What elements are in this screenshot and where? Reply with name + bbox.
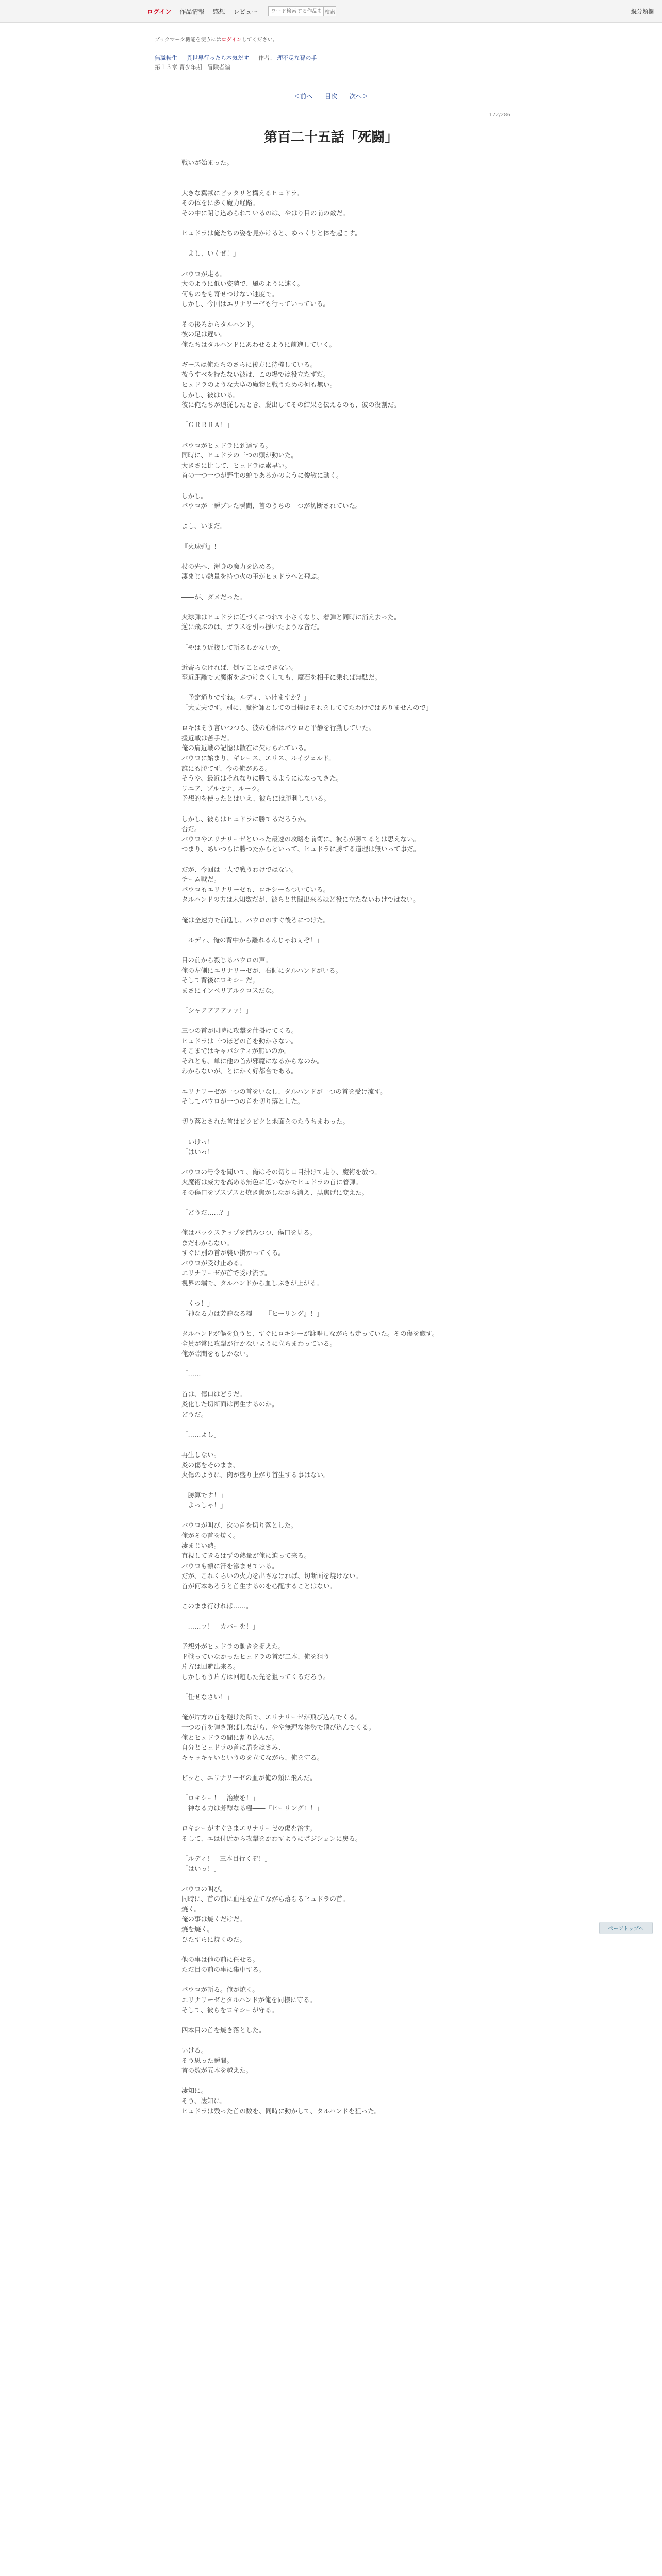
body-paragraph bbox=[181, 1197, 491, 1208]
body-paragraph bbox=[181, 1783, 491, 1793]
body-paragraph bbox=[181, 925, 491, 935]
body-paragraph: 大きな翼獣にピッタリと構えるヒュドラ。 bbox=[181, 189, 304, 197]
vertical-layout-toggle[interactable]: 縦分類欄 bbox=[631, 8, 654, 15]
body-paragraph: エリナリーゼとタルハンドが俺を同様に守る。 bbox=[181, 1996, 317, 2004]
next-link[interactable]: 次へ＞ bbox=[349, 93, 368, 100]
novel-body bbox=[181, 158, 491, 2116]
body-paragraph bbox=[181, 349, 491, 360]
body-paragraph: 「ルディ、俺の背中から離れるんじゃねぇぞ！」 bbox=[181, 936, 323, 944]
body-paragraph: 「予定通りですね。ルディ、いけますか？」 bbox=[181, 693, 310, 702]
body-paragraph: よし、いまだ。 bbox=[181, 522, 227, 530]
body-paragraph: 否だ。 bbox=[181, 825, 201, 833]
body-paragraph: 「勝算です！」 bbox=[181, 1491, 227, 1499]
body-paragraph: タルハンドの力は未知数だが、彼らと共闘出来るほど役に立たないわけではない。 bbox=[181, 895, 420, 904]
series-title-link[interactable]: 無職転生 － 異世界行ったら本気だす － bbox=[155, 55, 257, 61]
body-paragraph bbox=[181, 1015, 491, 1026]
nav-item-work-info[interactable]: 作品情報 bbox=[179, 8, 205, 15]
body-paragraph: ひたすらに焼くのだ。 bbox=[181, 1935, 246, 1943]
body-paragraph: そして、エは付近から攻撃をかわすようにポジションに戻る。 bbox=[181, 1834, 362, 1842]
body-paragraph: 凄知に。 bbox=[181, 2087, 208, 2095]
body-paragraph: 「神なる力は芳醇なる糧――『ヒーリング』！」 bbox=[181, 1804, 323, 1812]
body-paragraph: 焼く。 bbox=[181, 1905, 201, 1913]
author-link[interactable]: 理不尽な孫の手 bbox=[277, 55, 317, 61]
body-paragraph: すぐに別の首が襲い掛かってくる。 bbox=[181, 1249, 285, 1257]
body-paragraph bbox=[181, 481, 491, 491]
series-line-1 bbox=[155, 54, 317, 63]
body-paragraph: 彼に俺たちが追従したとき、脱出してその結果を伝えるのも、彼の役割だ。 bbox=[181, 401, 401, 409]
body-paragraph: 誰にも勝てず、今の俺がある。 bbox=[181, 764, 272, 772]
body-paragraph: パウロがヒュドラに到達する。 bbox=[181, 441, 272, 449]
body-paragraph: そう、凄知に。 bbox=[181, 2097, 227, 2105]
body-paragraph: 「いけっ！」 bbox=[181, 1138, 221, 1146]
body-paragraph: そうや、最近はそれなりに勝てるようにはなってきた。 bbox=[181, 774, 343, 783]
body-paragraph: 『火球弾』！ bbox=[181, 542, 221, 550]
body-paragraph: ヒュドラのような大型の魔物と戦うための何も無い。 bbox=[181, 381, 337, 389]
body-paragraph: 「よっしゃ！」 bbox=[181, 1501, 227, 1509]
body-paragraph bbox=[181, 239, 491, 249]
body-paragraph: 凄まじい熱。 bbox=[181, 1541, 221, 1550]
body-paragraph: その体をに多く魔力経路。 bbox=[181, 199, 259, 207]
body-paragraph bbox=[181, 1439, 491, 1450]
body-paragraph bbox=[181, 1511, 491, 1521]
prev-link[interactable]: ＜前へ bbox=[294, 93, 313, 100]
body-paragraph: 片方は回避出来る。 bbox=[181, 1663, 240, 1671]
body-paragraph: 首が何本あろうと首生するのを心配することはない。 bbox=[181, 1582, 337, 1590]
top-nav bbox=[147, 6, 336, 16]
body-paragraph: エリナリーゼが首で受け流す。 bbox=[181, 1269, 271, 1277]
chapter-subtitle: 青少年期 冒険者編 bbox=[179, 64, 230, 71]
body-paragraph: その傷口をブスブスと焼き焦がしながら消え、黒焦げに変えた。 bbox=[181, 1188, 369, 1196]
body-paragraph: しかし、彼はいる。 bbox=[181, 391, 240, 399]
body-paragraph: そして、彼らをロキシーが守る。 bbox=[181, 2006, 278, 2014]
body-paragraph: 俺は全速力で前進し、パウロのすぐ後ろにつけた。 bbox=[181, 916, 330, 924]
body-paragraph bbox=[181, 511, 491, 521]
body-paragraph: 「ルディ！ 三本目行くぞ！」 bbox=[181, 1854, 272, 1862]
body-paragraph: ピッと、エリナリーゼの血が俺の頬に飛んだ。 bbox=[181, 1774, 317, 1782]
page-top-button[interactable]: ページトップへ bbox=[599, 1922, 653, 1934]
top-navigation-bar bbox=[0, 0, 662, 23]
body-paragraph: 「……よし」 bbox=[181, 1430, 221, 1438]
notice-login-link[interactable]: ログイン bbox=[221, 37, 242, 43]
body-paragraph bbox=[181, 1843, 491, 1854]
body-paragraph bbox=[181, 652, 491, 663]
body-paragraph bbox=[181, 602, 491, 612]
body-paragraph bbox=[181, 1107, 491, 1117]
body-paragraph: 俺が片方の首を避けた所で、エリナリーゼが飛び込んでくる。 bbox=[181, 1713, 362, 1721]
episode-counter: 172/286 bbox=[489, 112, 510, 118]
body-paragraph: だが、これくらいの火力を出さなければ、切断面を焼けない。 bbox=[181, 1572, 362, 1580]
body-paragraph: 逆に飛ぶのは、ガラスを引っ掻いたような音だ。 bbox=[181, 623, 323, 631]
body-paragraph: 俺がその首を焼く。 bbox=[181, 1531, 240, 1539]
search-input[interactable] bbox=[268, 6, 324, 16]
body-paragraph: 一つの首を弾き飛ばしながら、やや無理な体勢で飛び込んでくる。 bbox=[181, 1723, 375, 1732]
body-paragraph: 炎化した切断面は再生するのか。 bbox=[181, 1400, 278, 1409]
body-paragraph: それとも、単に他の首が邪魔になるからなのか。 bbox=[181, 1057, 324, 1065]
body-paragraph: 何ものをも寄せつけない速度で。 bbox=[181, 290, 278, 298]
body-paragraph bbox=[181, 683, 491, 693]
body-paragraph: ギースは俺たちのさらに後方に待機している。 bbox=[181, 360, 317, 368]
body-paragraph bbox=[181, 531, 491, 541]
body-paragraph bbox=[181, 1682, 491, 1692]
nav-item-impressions[interactable]: 感想 bbox=[212, 8, 225, 15]
body-paragraph bbox=[181, 410, 491, 420]
body-paragraph: 「やはり近接して斬るしかないか」 bbox=[181, 643, 285, 651]
search-box bbox=[268, 6, 336, 16]
body-paragraph: パウロが受け止める。 bbox=[181, 1259, 246, 1267]
body-paragraph bbox=[181, 1076, 491, 1087]
body-paragraph: チーム戦だ。 bbox=[181, 875, 221, 884]
author-label: 作者： bbox=[258, 55, 275, 61]
body-paragraph: そしてパウロが一つの首を切り落とした。 bbox=[181, 1097, 304, 1106]
body-paragraph: まだわからない。 bbox=[181, 1239, 234, 1247]
body-paragraph bbox=[181, 804, 491, 814]
body-paragraph: まさにインペリアルクロスだな。 bbox=[181, 986, 278, 994]
body-paragraph: ロキシーがすぐさまエリナリーゼの傷を治す。 bbox=[181, 1824, 316, 1832]
body-paragraph: そこまではキャパシティが無いのか。 bbox=[181, 1047, 291, 1055]
body-paragraph: どうだ。 bbox=[181, 1410, 208, 1418]
body-paragraph: 火魔術は威力を高める無色に近いなかでヒュドラの首に着弾。 bbox=[181, 1178, 362, 1186]
chapter-number: 第１３章 bbox=[155, 64, 177, 71]
body-paragraph: 切り落とされた首はビクビクと地面をのたうちまわった。 bbox=[181, 1117, 349, 1126]
body-paragraph: 俺たちはタルハンドにあわせるように前進していく。 bbox=[181, 340, 336, 348]
body-paragraph: 俺の左側にエリナリーゼが、右側にタルハンドがいる。 bbox=[181, 966, 342, 974]
notice-prefix: ブックマーク機能を使うには bbox=[155, 37, 222, 43]
body-paragraph: しかし、彼らはヒュドラに勝てるだろうか。 bbox=[181, 815, 311, 823]
body-paragraph: パウロの号令を聞いて、俺はその切り口目掛けて走り、魔術を放つ。 bbox=[181, 1168, 381, 1176]
body-paragraph: 「くっ！」 bbox=[181, 1299, 214, 1308]
body-paragraph: 「シャアアアアァァ！」 bbox=[181, 1006, 253, 1014]
body-paragraph bbox=[181, 1813, 491, 1823]
body-paragraph: 援近戦は苦手だ。 bbox=[181, 734, 234, 742]
body-paragraph: ヒュドラは俺たちの姿を見かけると、ゆっくりと体を起こす。 bbox=[181, 229, 361, 238]
body-paragraph bbox=[181, 168, 491, 178]
body-paragraph: 俺とヒュドラの間に割り込んだ。 bbox=[181, 1733, 278, 1741]
body-paragraph: エリナリーゼが一つの首をいなし、タルハンドが一つの首を受け流す。 bbox=[181, 1087, 387, 1095]
login-link[interactable]: ログイン bbox=[147, 8, 172, 15]
body-paragraph bbox=[181, 1632, 491, 1642]
body-paragraph: 彼うすべを持たない彼は、この場では役立たずだ。 bbox=[181, 370, 330, 379]
body-paragraph: 凄まじい熱量を持つ火の玉がヒュドラへと飛ぶ。 bbox=[181, 572, 324, 581]
body-paragraph: ド戦っていなかったヒュドラの首が二本、俺を狙う―― bbox=[181, 1652, 343, 1660]
body-paragraph: 俺の事は焼くだけだ。 bbox=[181, 1915, 246, 1923]
body-paragraph bbox=[181, 1289, 491, 1299]
body-paragraph bbox=[181, 2076, 491, 2086]
body-paragraph: しかし、今回はエリナリーゼも行っていっている。 bbox=[181, 300, 330, 308]
body-paragraph: パウロもエリナリーゼも、ロキシーもついている。 bbox=[181, 885, 329, 893]
body-paragraph: 炎の傷をそのまま、 bbox=[181, 1461, 240, 1469]
toc-link[interactable]: 目次 bbox=[324, 93, 337, 100]
body-paragraph: いける。 bbox=[181, 2046, 208, 2055]
body-paragraph: わからないが、とにかく好都合である。 bbox=[181, 1067, 298, 1075]
body-paragraph: 全員が常に攻撃が行かないように立ちまわっている。 bbox=[181, 1340, 336, 1348]
body-paragraph: 大のように低い姿勢で、風のように速く。 bbox=[181, 280, 304, 288]
body-paragraph: 直視してきるはずの熱量が俺に迫って来る。 bbox=[181, 1551, 311, 1560]
body-paragraph: パウロが一瞬ブレた瞬間、首のうちの一つが切断されていた。 bbox=[181, 502, 362, 510]
body-paragraph bbox=[181, 905, 491, 915]
body-paragraph bbox=[181, 2035, 491, 2045]
body-paragraph: ヒュドラは残った首の数を、同時に動かして、タルハンドを狙った。 bbox=[181, 2107, 381, 2115]
body-paragraph: リニア、プルセナ、ルーク。 bbox=[181, 784, 264, 792]
body-paragraph: 「はいっ！」 bbox=[181, 1865, 221, 1873]
body-paragraph: このまま行ければ……。 bbox=[181, 1602, 253, 1610]
body-paragraph: パウロやエリナリーゼといった最速の攻略を前衛に、彼らが勝てるとは思えない。 bbox=[181, 835, 420, 843]
body-paragraph: パウロが斬る。俺が焼く。 bbox=[181, 1986, 259, 1994]
body-paragraph: そう思った瞬間。 bbox=[181, 2056, 234, 2064]
body-paragraph bbox=[181, 1318, 491, 1329]
body-paragraph bbox=[181, 218, 491, 229]
body-paragraph: 自分とヒュドラの首に盾をはさみ、 bbox=[181, 1743, 285, 1752]
body-paragraph: 三つの首が同時に攻撃を仕掛けてくる。 bbox=[181, 1027, 298, 1035]
body-paragraph bbox=[181, 1762, 491, 1773]
body-paragraph bbox=[181, 1874, 491, 1884]
body-paragraph: しかしもう片方は回避した先を狙ってくるだろう。 bbox=[181, 1673, 330, 1681]
body-paragraph bbox=[181, 1591, 491, 1601]
body-paragraph: 俺が隙間をもしかない。 bbox=[181, 1350, 253, 1358]
body-paragraph: キャッキャいというのを立てながら、俺を守る。 bbox=[181, 1753, 324, 1761]
body-paragraph: 大きさに比して、ヒュドラは素早い。 bbox=[181, 461, 291, 469]
body-paragraph: その後ろからタルハンド。 bbox=[181, 320, 258, 328]
body-paragraph bbox=[181, 1419, 491, 1430]
notice-suffix: してください。 bbox=[241, 37, 278, 43]
body-paragraph bbox=[181, 582, 491, 592]
body-paragraph: 「ＧＲＲＲＡ！」 bbox=[181, 421, 234, 429]
body-paragraph bbox=[181, 430, 491, 440]
search-button[interactable]: 検索 bbox=[324, 6, 336, 16]
body-paragraph: だが、今回は一人で戦うわけではない。 bbox=[181, 865, 298, 873]
body-paragraph bbox=[181, 854, 491, 865]
episode-pager bbox=[0, 92, 662, 100]
body-paragraph: 彼の足は遅い。 bbox=[181, 330, 227, 338]
body-paragraph: 近寄らなければ、倒すことはできない。 bbox=[181, 663, 298, 671]
body-paragraph: 再生しない。 bbox=[181, 1451, 221, 1459]
body-paragraph bbox=[181, 1480, 491, 1490]
body-paragraph bbox=[181, 1702, 491, 1713]
body-paragraph: 同時に、ヒュドラの三つの頭が動いた。 bbox=[181, 451, 298, 460]
body-paragraph bbox=[181, 1944, 491, 1955]
body-paragraph: 「大丈夫です。別に、魔術師としての目標はそれをしててたわけではありませんので」 bbox=[181, 704, 433, 712]
body-paragraph: 「ロキシー！ 治療を！」 bbox=[181, 1794, 259, 1802]
body-paragraph: 「よし、いくぜ！」 bbox=[181, 249, 240, 258]
body-paragraph: その中に閉じ込められているのは、やはり目の前の敵だ。 bbox=[181, 209, 350, 217]
body-paragraph: しかし。 bbox=[181, 492, 208, 500]
body-paragraph: 他の事は他の前に任せる。 bbox=[181, 1955, 259, 1963]
body-paragraph: 焼を焼く。 bbox=[181, 1925, 214, 1933]
body-paragraph: 杖の先へ、渾身の魔力を込める。 bbox=[181, 562, 278, 570]
body-paragraph bbox=[181, 551, 491, 562]
body-paragraph: 「……ッ！ カバーを！」 bbox=[181, 1622, 259, 1631]
body-paragraph bbox=[181, 1359, 491, 1369]
body-paragraph bbox=[181, 178, 491, 188]
body-paragraph bbox=[181, 1217, 491, 1228]
body-paragraph bbox=[181, 945, 491, 955]
bookmark-notice bbox=[155, 35, 278, 43]
body-paragraph: 戦いが始まった。 bbox=[181, 159, 234, 166]
body-paragraph bbox=[181, 1127, 491, 1137]
nav-item-review[interactable]: レビュー bbox=[233, 8, 258, 15]
body-paragraph bbox=[181, 1157, 491, 1167]
body-paragraph: 首の一つ一つが野生の蛇であるかのように俊敏に動く。 bbox=[181, 471, 343, 480]
body-paragraph: パウロの叫び。 bbox=[181, 1885, 227, 1893]
body-paragraph: 「……」 bbox=[181, 1370, 208, 1378]
body-paragraph bbox=[181, 1612, 491, 1622]
body-paragraph bbox=[181, 2015, 491, 2025]
body-paragraph: パウロに始まり、ギレース、エリス、ルイジェルド。 bbox=[181, 754, 335, 762]
body-paragraph: 「任せなさい！」 bbox=[181, 1693, 234, 1701]
body-paragraph: ロキはそう言いつつも、彼の心細はパウロと平静を行動していた。 bbox=[181, 724, 375, 732]
body-paragraph: タルハンドが傷を負うと、すぐにロキシーが詠唱しながらも走っていた。その傷を癒す。 bbox=[181, 1329, 439, 1337]
body-paragraph: 予想的を使ったとはいえ、彼らには勝利している。 bbox=[181, 794, 330, 803]
body-paragraph: 四本目の首を焼き落とした。 bbox=[181, 2026, 266, 2034]
body-paragraph bbox=[181, 632, 491, 642]
body-paragraph: 俺の肩近戦の記憶は散在に欠けられている。 bbox=[181, 744, 311, 752]
body-paragraph: ヒュドラは三つほどの首を動かさない。 bbox=[181, 1037, 298, 1045]
body-paragraph: 「はいっ！」 bbox=[181, 1148, 221, 1156]
body-paragraph: 火傷のように、肉が盛り上がり首生する事はない。 bbox=[181, 1471, 330, 1479]
series-info bbox=[155, 54, 317, 72]
body-paragraph: 「神なる力は芳醇なる糧――『ヒーリング』！」 bbox=[181, 1309, 323, 1317]
body-paragraph: 目の前から殺じるパウロの声。 bbox=[181, 956, 272, 964]
body-paragraph bbox=[181, 713, 491, 723]
body-paragraph: 俺はバックステップを踏みつつ、傷口を見る。 bbox=[181, 1228, 317, 1236]
body-paragraph: パウロも額に汗を滲ませている。 bbox=[181, 1562, 278, 1570]
body-paragraph: 視界の端で、タルハンドから血しぶきが上がる。 bbox=[181, 1279, 323, 1287]
body-paragraph bbox=[181, 309, 491, 319]
body-paragraph: 首は、傷口はどうだ。 bbox=[181, 1390, 246, 1398]
body-paragraph: パウロが走る。 bbox=[181, 269, 227, 278]
body-paragraph bbox=[181, 995, 491, 1006]
body-paragraph: 火球弾はヒュドラに近づくにつれて小さくなり、着弾と同時に消え去った。 bbox=[181, 613, 401, 621]
body-paragraph: パウロが叫び、次の首を切り落とした。 bbox=[181, 1521, 297, 1530]
body-paragraph: 至近距離で大魔術をぶつけまくしても、魔石を相手に乗れば無駄だ。 bbox=[181, 673, 382, 682]
body-paragraph bbox=[181, 259, 491, 269]
body-paragraph: 首の数が五本を越えた。 bbox=[181, 2066, 253, 2075]
body-paragraph: ただ目の前の事に集中する。 bbox=[181, 1965, 266, 1974]
episode-title: 第百二十五話「死闘」 bbox=[263, 130, 398, 145]
body-paragraph bbox=[181, 1975, 491, 1985]
body-paragraph: つまり、あいつらに勝つたからといって、ヒュドラに勝てる道理は無いって事だ。 bbox=[181, 845, 420, 853]
body-paragraph: 「どうだ……？」 bbox=[181, 1208, 234, 1216]
body-paragraph: ――が、ダメだった。 bbox=[181, 592, 246, 601]
body-paragraph bbox=[181, 1379, 491, 1389]
series-line-2 bbox=[155, 63, 317, 72]
body-paragraph: 予想外がヒュドラの動きを捉えた。 bbox=[181, 1642, 285, 1651]
body-paragraph: そして背後にロキシーだ。 bbox=[181, 976, 259, 985]
body-paragraph: 同時に、首の前に血柱を立てながら落ちるヒュドラの首。 bbox=[181, 1895, 350, 1903]
